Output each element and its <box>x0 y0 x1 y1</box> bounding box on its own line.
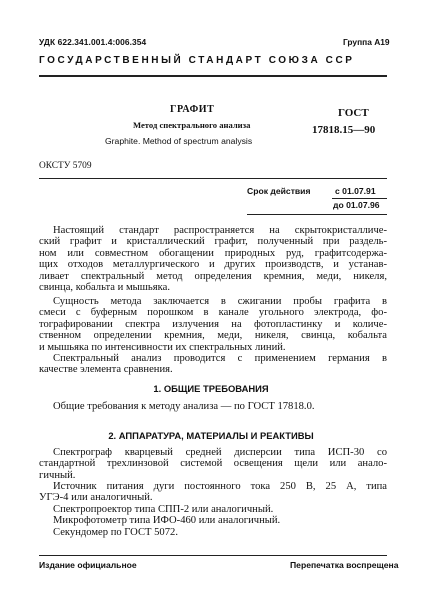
section-2-heading: 2. АППАРАТУРА, МАТЕРИАЛЫ И РЕАКТИВЫ <box>108 430 314 441</box>
text-line: смеси с буферным порошком в канале угольного электрода, фо- <box>39 307 387 319</box>
text-line: ственном определении кремния, меди, никеля, свинца, кобальта <box>39 330 387 342</box>
text-line: ном или совместном обогащении природных руд, графитсодержа- <box>39 247 387 259</box>
text-line: Сущность метода заключается в сжигании пробы графита в <box>53 296 387 307</box>
validity-label: Срок действия <box>247 186 311 196</box>
okstu-code: ОКСТУ 5709 <box>39 161 92 171</box>
list-item: Секундомер по ГОСТ 5072. <box>53 526 178 538</box>
text-line: Настоящий стандарт распространяется на скрытокристалличе- <box>53 225 387 236</box>
text-line: тографировании спектра излучения на фотопластинку и количе- <box>39 318 387 330</box>
text-line: ский графит и кристаллический графит, полученный при раздель- <box>39 236 387 248</box>
gost-label: ГОСТ <box>338 107 369 119</box>
intro-paragraph-3 <box>39 353 387 376</box>
text-line: гичный. <box>39 469 76 481</box>
section-2-paragraph-2 <box>39 481 387 504</box>
group-code: Группа А19 <box>343 37 390 47</box>
standard-banner: ГОСУДАРСТВЕННЫЙ СТАНДАРТ СОЮЗА ССР <box>39 55 355 66</box>
list-item: Спектропроектор типа СПП-2 или аналогичный. <box>53 504 274 515</box>
text-line: ливает спектральный метод определения кремния, меди, никеля, <box>39 270 387 282</box>
document-subtitle: Метод спектрального анализа <box>133 120 251 130</box>
english-title: Graphite. Method of spectrum analysis <box>105 136 253 146</box>
text-line: Спектрограф кварцевый средней дисперсии типа ИСП-30 со <box>53 447 387 458</box>
text-line: УГЭ-4 или аналогичный. <box>39 492 153 504</box>
validity-bottom-rule <box>247 214 387 215</box>
list-item: Микрофотометр типа ИФО-460 или аналогичный. <box>53 515 281 527</box>
section-2-items <box>39 504 387 538</box>
footer-rule <box>39 555 387 556</box>
section-1-heading: 1. ОБЩИЕ ТРЕБОВАНИЯ <box>153 383 269 394</box>
validity-rule <box>332 198 387 199</box>
footer-reprint-prohibited: Перепечатка воспрещена <box>290 560 399 570</box>
text-line: и мышьяка по интенсивности их спектральных линий. <box>39 341 286 353</box>
udk-code: УДК 622.341.001.4:006.354 <box>39 37 147 47</box>
document-title: ГРАФИТ <box>170 104 215 115</box>
validity-from: с 01.07.91 <box>335 186 376 196</box>
section-1-text: Общие требования к методу анализа — по ГОСТ 17818.0. <box>53 401 315 412</box>
intro-paragraph-1 <box>39 225 387 293</box>
text-line: Источник питания дуги постоянного тока 250 В, 25 А, типа <box>53 481 387 492</box>
intro-paragraph-2 <box>39 296 387 353</box>
text-line: качестве элемента сравнения. <box>39 364 173 376</box>
text-line: свинца, кобальта и мышьяка. <box>39 282 170 294</box>
text-line: щих отходов металлургического и других производств, и устанав- <box>39 259 387 271</box>
footer-official-edition: Издание официальное <box>39 560 137 570</box>
section-2-paragraph-1 <box>39 447 387 481</box>
validity-to: до 01.07.96 <box>333 200 380 210</box>
title-rule <box>39 178 387 179</box>
text-line: Спектральный анализ проводится с применением германия в <box>53 353 387 364</box>
text-line: стандартной трехлинзовой системой освещения щели или анало- <box>39 458 387 470</box>
gost-number: 17818.15—90 <box>312 124 376 136</box>
header-rule <box>39 75 387 77</box>
